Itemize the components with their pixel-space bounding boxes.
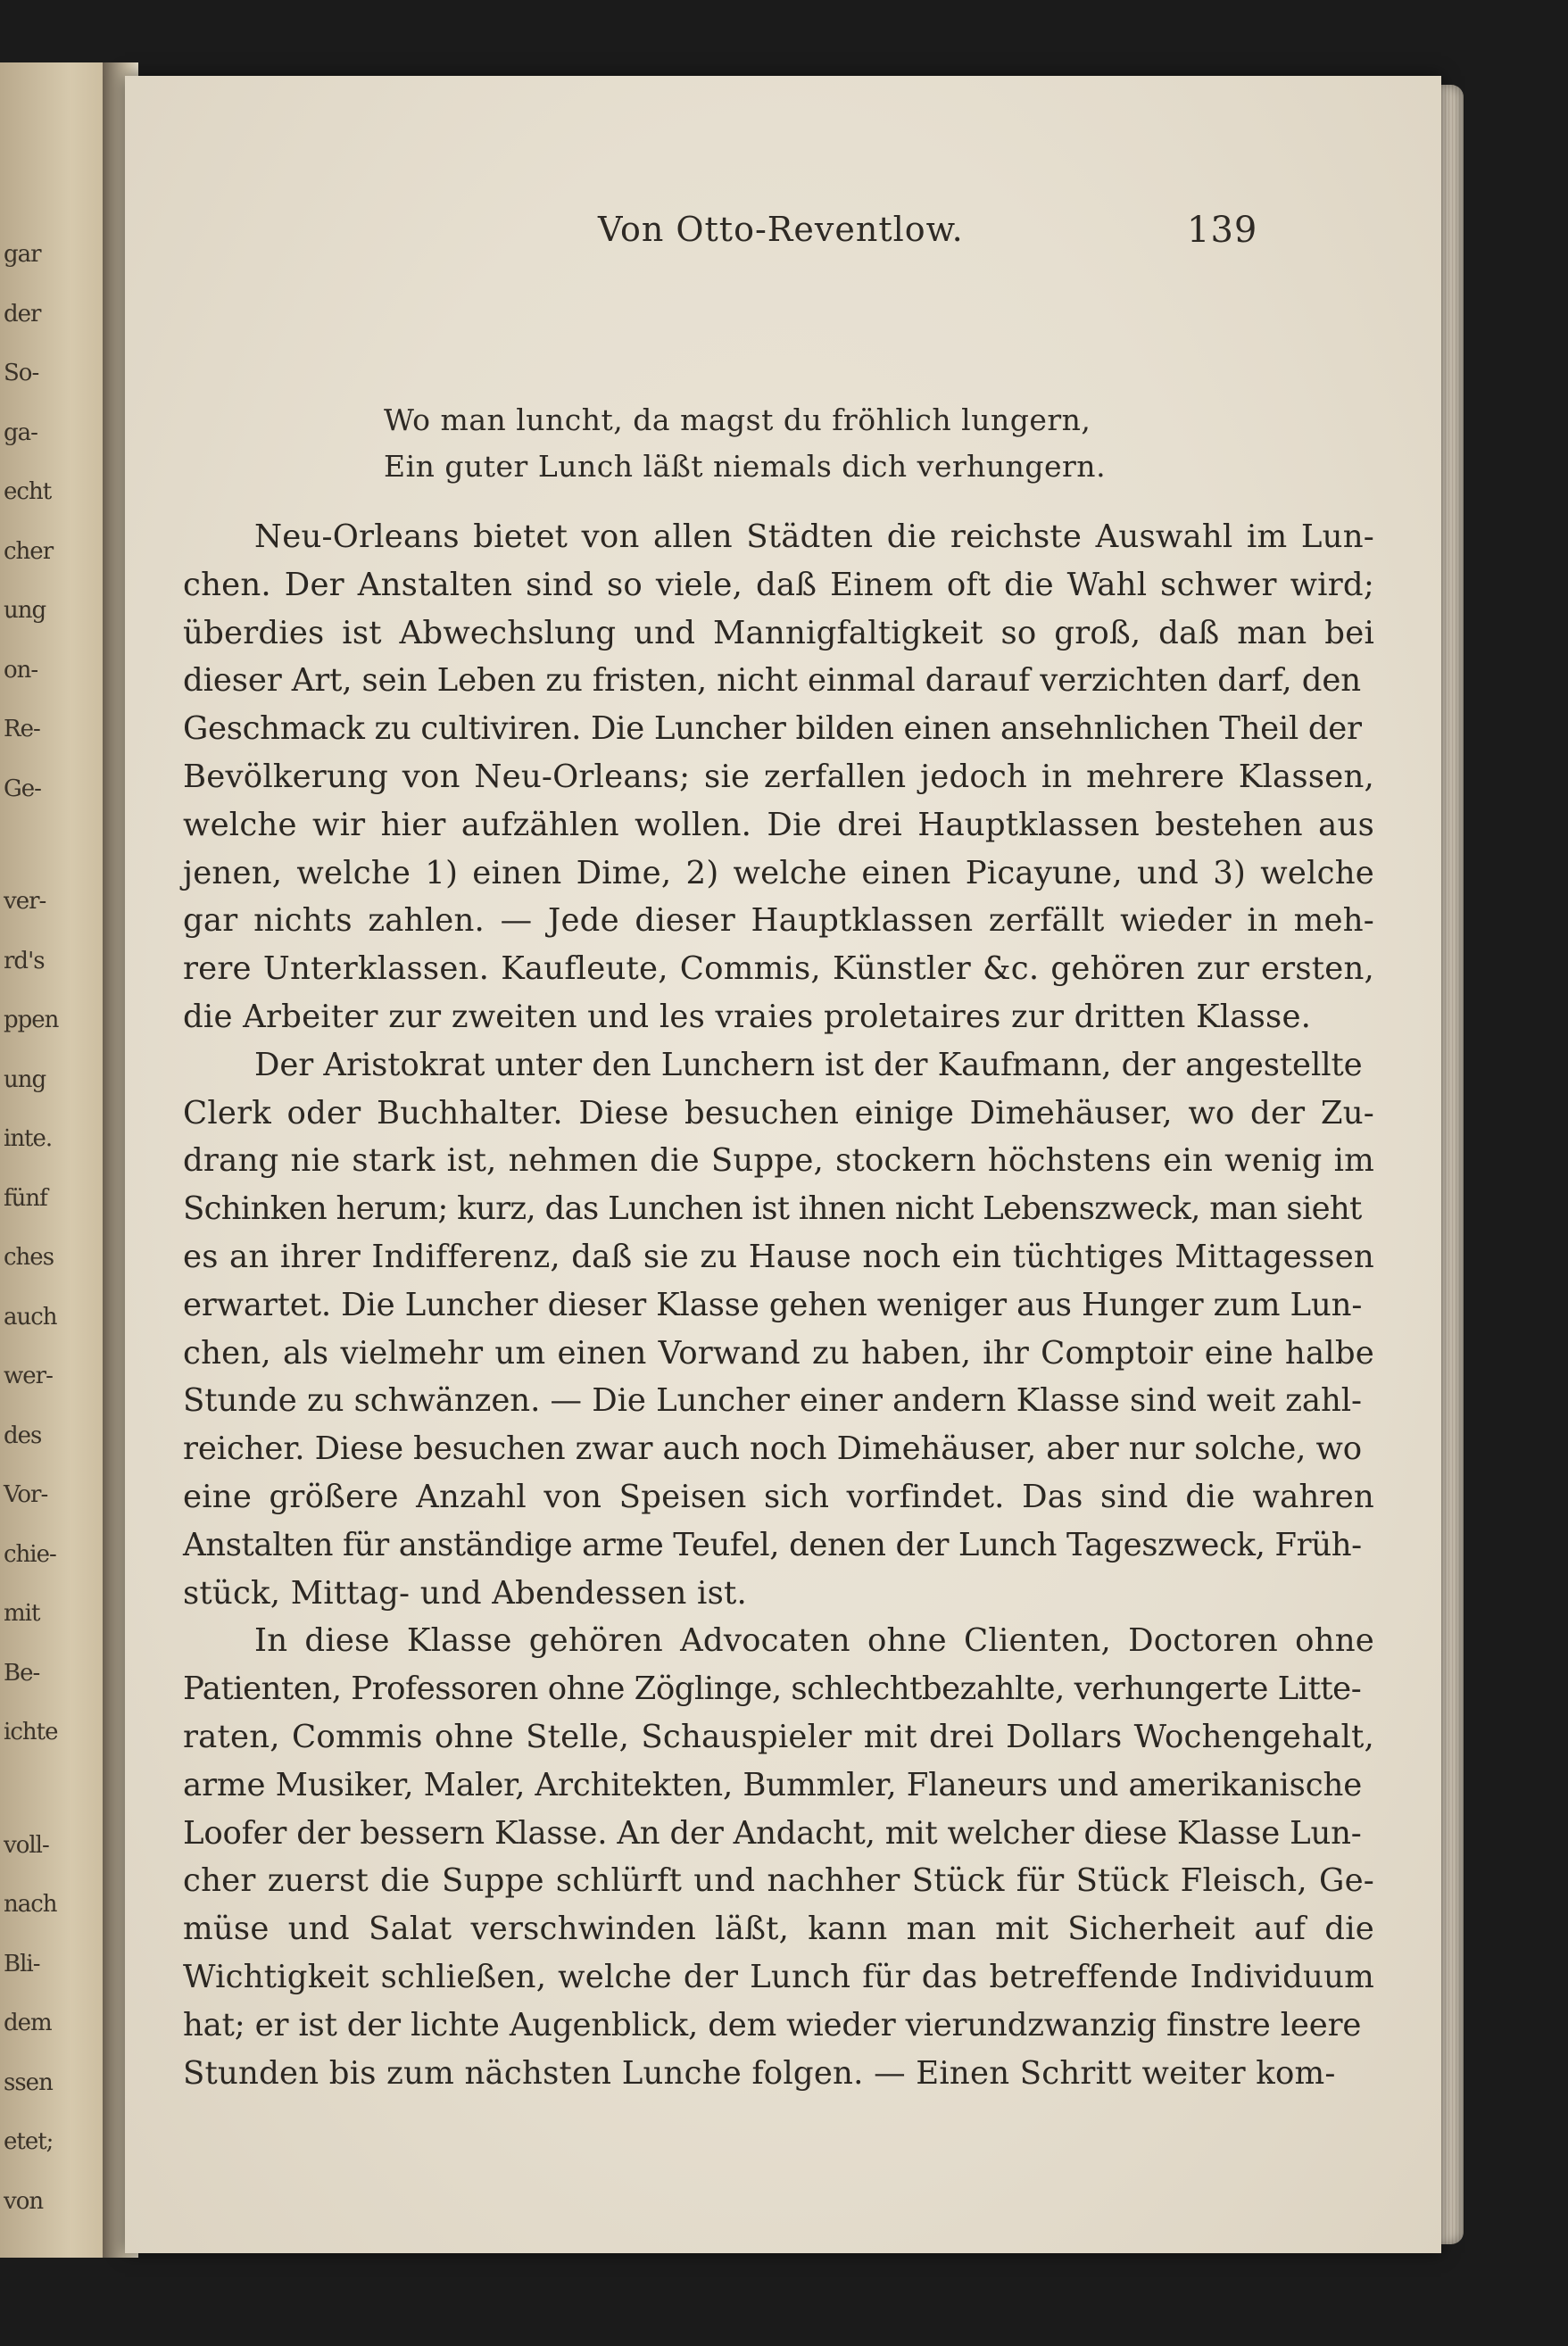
left-page-word: nach [4, 1891, 57, 1918]
text-line: chen. Der Anstalten sind so viele, daß Einem oft die Wahl schwer wird; [183, 566, 1374, 603]
left-page-word: rd's [4, 947, 45, 974]
left-page-fragment [0, 62, 118, 2258]
text-line: reicher. Diese besuchen zwar auch noch Dimehäuser, aber nur solche, wo [183, 1430, 1362, 1468]
left-page-word: Re- [4, 716, 40, 742]
running-head-title: Von Otto-Reventlow. [598, 210, 964, 249]
text-line: erwartet. Die Luncher dieser Klasse gehen weniger aus Hunger zum Lun- [183, 1286, 1363, 1323]
text-line: arme Musiker, Maler, Architekten, Bummler, Flaneurs und amerikanische [183, 1766, 1363, 1803]
text-line: In diese Klasse gehören Advocaten ohne Clienten, Doctoren ohne [254, 1622, 1374, 1660]
left-page-word: inte. [4, 1125, 53, 1152]
left-page-word: ppen [4, 1007, 59, 1033]
text-line: Wichtigkeit schließen, welche der Lunch für das betreffende Individuum [183, 1958, 1374, 1995]
text-line: Der Aristokrat unter den Lunchern ist der Kaufmann, der angestellte [254, 1046, 1363, 1083]
left-page-word: Ge- [4, 775, 41, 802]
text-line: hat; er ist der lichte Augenblick, dem wieder vierundzwanzig finstre leere [183, 2006, 1362, 2043]
left-page-word: on- [4, 656, 38, 684]
left-page-word: mit [4, 1600, 40, 1627]
left-page-word: ches [4, 1244, 54, 1271]
text-line: überdies ist Abwechslung und Mannigfaltigkeit so groß, daß man bei [183, 614, 1374, 651]
book-page [125, 76, 1441, 2253]
text-line: Loofer der bessern Klasse. An der Andacht, mit welcher diese Klasse Lun- [183, 1814, 1362, 1852]
text-line: Neu-Orleans bietet von allen Städten die reichste Auswahl im Lun- [254, 518, 1374, 555]
text-line: Schinken herum; kurz, das Lunchen ist ihnen nicht Lebenszweck, man sieht [183, 1190, 1362, 1228]
left-page-word: auch [4, 1303, 57, 1331]
text-line: rere Unterklassen. Kaufleute, Commis, Künstler &c. gehören zur ersten, [183, 950, 1374, 988]
text-line: es an ihrer Indifferenz, daß sie zu Hause noch ein tüchtiges Mittagessen [183, 1238, 1374, 1275]
left-page-word: chie- [4, 1540, 56, 1568]
left-page-word: cher [4, 537, 54, 565]
text-line: eine größere Anzahl von Speisen sich vorfindet. Das sind die wahren [183, 1478, 1374, 1515]
left-page-word: ung [4, 1065, 46, 1093]
text-line: Anstalten für anständige arme Teufel, denen der Lunch Tageszweck, Früh- [183, 1526, 1362, 1563]
text-line: raten, Commis ohne Stelle, Schauspieler mit drei Dollars Wochengehalt, [183, 1718, 1374, 1755]
page-number: 139 [1187, 210, 1258, 251]
body-text [183, 513, 1374, 2097]
left-page-word: Bli- [4, 1950, 40, 1977]
left-page-word: gar [4, 241, 41, 268]
left-page-word: fünf [4, 1184, 47, 1212]
left-page-word: des [4, 1422, 42, 1449]
text-line: gar nichts zahlen. — Jede dieser Hauptklassen zerfällt wieder in meh- [183, 902, 1374, 940]
left-page-word: wer- [4, 1363, 53, 1389]
left-page-word: von [4, 2187, 44, 2215]
left-page-word: Be- [4, 1659, 40, 1687]
text-line: jenen, welche 1) einen Dime, 2) welche einen Picayune, und 3) welche [183, 854, 1374, 891]
epigraph-line: Wo man luncht, da magst du fröhlich lungern, [384, 402, 1091, 437]
text-line: drang nie stark ist, nehmen die Suppe, stockern höchstens ein wenig im [183, 1142, 1374, 1180]
text-line: die Arbeiter zur zweiten und les vraies proletaires zur dritten Klasse. [183, 998, 1312, 1035]
text-line: Patienten, Professoren ohne Zöglinge, schlechtbezahlte, verhungerte Litte- [183, 1670, 1362, 1708]
text-line: Bevölkerung von Neu-Orleans; sie zerfallen jedoch in mehrere Klassen, [183, 758, 1374, 795]
left-page-word: Vor- [4, 1481, 48, 1508]
left-page-word: etet; [4, 2128, 54, 2155]
text-line: dieser Art, sein Leben zu fristen, nicht einmal darauf verzichten darf, den [183, 662, 1361, 700]
text-line: müse und Salat verschwinden läßt, kann man mit Sicherheit auf die [183, 1911, 1374, 1948]
text-line: cher zuerst die Suppe schlürft und nachher Stück für Stück Fleisch, Ge- [183, 1862, 1374, 1900]
left-page-word: voll- [4, 1831, 49, 1859]
text-line: Stunde zu schwänzen. — Die Luncher einer andern Klasse sind weit zahl- [183, 1382, 1362, 1420]
text-line: welche wir hier aufzählen wollen. Die drei Hauptklassen bestehen aus [183, 806, 1374, 843]
text-line: Geschmack zu cultiviren. Die Luncher bilden einen ansehnlichen Theil der [183, 710, 1362, 748]
left-page-word: ver- [4, 888, 46, 915]
text-line: Clerk oder Buchhalter. Diese besuchen einige Dimehäuser, wo der Zu- [183, 1094, 1374, 1132]
left-page-word: ssen [4, 2068, 53, 2096]
left-page-word: echt [4, 478, 52, 505]
text-line: stück, Mittag- und Abendessen ist. [183, 1574, 747, 1612]
left-page-word: ichte [4, 1719, 58, 1745]
epigraph [384, 397, 1187, 490]
text-line: Stunden bis zum nächsten Lunche folgen. — Einen Schritt weiter kom- [183, 2054, 1336, 2092]
left-page-word: So- [4, 360, 39, 386]
left-page-word: der [4, 300, 41, 327]
left-page-word: ga- [4, 419, 37, 446]
text-line: chen, als vielmehr um einen Vorwand zu haben, ihr Comptoir eine halbe [183, 1334, 1374, 1372]
left-page-word: ung [4, 597, 46, 624]
left-page-word: dem [4, 2010, 52, 2036]
epigraph-line: Ein guter Lunch läßt niemals dich verhungern. [384, 449, 1107, 484]
